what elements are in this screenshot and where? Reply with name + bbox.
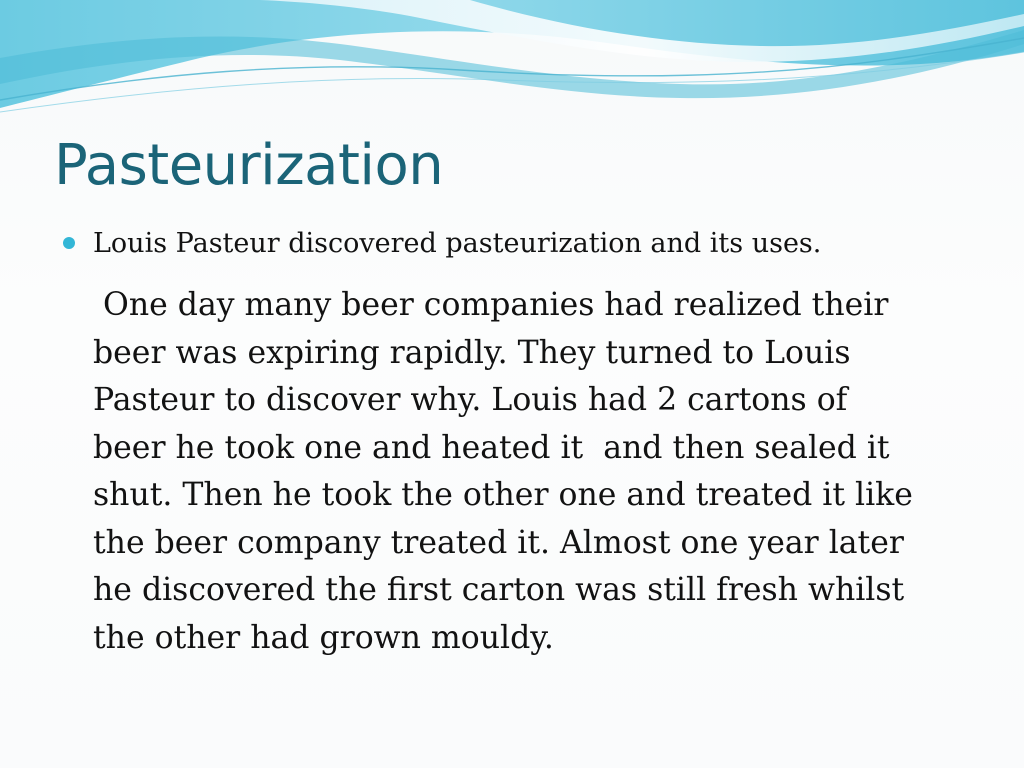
header-wave-decoration: [0, 0, 1024, 130]
paragraph-line: beer was expiring rapidly. They turned to Louis: [93, 334, 851, 371]
paragraph-line: shut. Then he took the other one and treated it like: [93, 477, 913, 513]
paragraph-line: Pasteur to discover why. Louis had 2 cartons of: [93, 382, 848, 418]
paragraph-line: he discovered the first carton was still fresh whilst: [93, 572, 905, 608]
paragraph-line: the other had grown mouldy.: [93, 619, 554, 656]
paragraph-line: One day many beer companies had realized their: [93, 287, 889, 323]
bullet-text: Louis Pasteur discovered pasteurization and its uses.: [93, 228, 822, 259]
slide-body: [62, 222, 982, 662]
paragraph-line: beer he took one and heated it and then sealed it: [93, 429, 890, 466]
body-paragraph: [93, 282, 982, 662]
paragraph-line: the beer company treated it. Almost one year later: [93, 524, 904, 561]
bullet-item: [62, 222, 982, 266]
bullet-dot-icon: [63, 237, 75, 249]
slide-title: Pasteurization: [54, 133, 444, 198]
